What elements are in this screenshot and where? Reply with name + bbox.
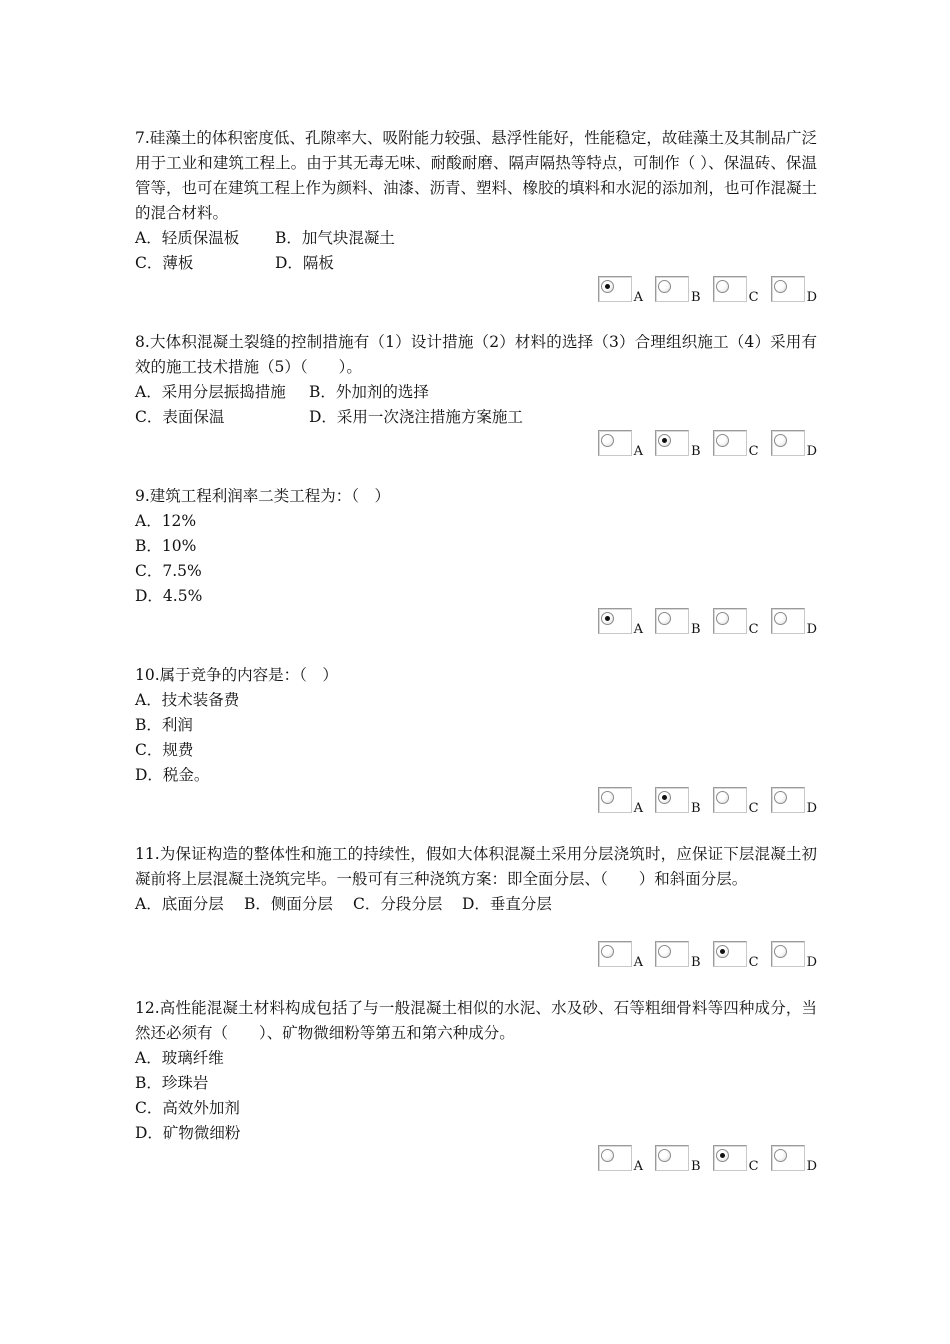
option-d: D．4.5% bbox=[135, 587, 203, 605]
answer-letter: D bbox=[806, 290, 817, 305]
option-d: D．采用一次浇注措施方案施工 bbox=[309, 408, 523, 426]
answer-option-a[interactable] bbox=[598, 941, 644, 970]
answer-choices bbox=[598, 941, 817, 970]
answer-letter: C bbox=[748, 444, 759, 459]
question-12 bbox=[135, 996, 817, 1174]
answer-option-d[interactable] bbox=[771, 276, 817, 305]
question-text: 7.硅藻土的体积密度低、孔隙率大、吸附能力较强、悬浮性能好，性能稳定，故硅藻土及其制品广泛用于工业和建筑工程上。由于其无毒无味、耐酸耐磨、隔声隔热等特点，可制作（ ）、保温砖、保温管等，也可在建筑工程上作为颜料、油漆、沥青、塑料、橡胶的填料和水泥的添加剂，也可作混凝土的混合材料。 bbox=[135, 129, 818, 222]
radio-unchecked-icon[interactable] bbox=[716, 791, 729, 804]
answer-letter: D bbox=[806, 622, 817, 637]
option-c: C．表面保温 bbox=[135, 408, 225, 426]
answer-option-c[interactable] bbox=[713, 430, 759, 459]
radio-frame[interactable] bbox=[598, 787, 632, 813]
answer-option-b[interactable] bbox=[655, 1145, 701, 1174]
radio-frame[interactable] bbox=[598, 1145, 632, 1171]
option-c: C．薄板 bbox=[135, 254, 194, 272]
options bbox=[135, 688, 817, 788]
answer-choices bbox=[598, 787, 817, 816]
answer-letter: A bbox=[633, 290, 644, 305]
radio-unchecked-icon[interactable] bbox=[658, 612, 671, 625]
radio-frame[interactable] bbox=[713, 608, 747, 634]
answer-option-c[interactable] bbox=[713, 787, 759, 816]
radio-frame[interactable] bbox=[713, 787, 747, 813]
radio-frame[interactable] bbox=[655, 430, 689, 456]
question-9 bbox=[135, 484, 817, 637]
answer-option-b[interactable] bbox=[655, 787, 701, 816]
question-7 bbox=[135, 126, 818, 305]
radio-unchecked-icon[interactable] bbox=[774, 791, 787, 804]
answer-letter: B bbox=[691, 1159, 701, 1174]
question-8 bbox=[135, 330, 817, 459]
radio-unchecked-icon[interactable] bbox=[716, 612, 729, 625]
option-b: B．加气块混凝土 bbox=[275, 229, 395, 247]
radio-frame[interactable] bbox=[713, 430, 747, 456]
radio-unchecked-icon[interactable] bbox=[774, 434, 787, 447]
question-text: 12.高性能混凝土材料构成包括了与一般混凝土相似的水泥、水及砂、石等粗细骨料等四种成分，当然还必须有（ ）、矿物微细粉等第五和第六种成分。 bbox=[135, 999, 817, 1042]
answer-letter: D bbox=[806, 444, 817, 459]
answer-option-a[interactable] bbox=[598, 608, 644, 637]
option-d: D．隔板 bbox=[275, 254, 334, 272]
answer-option-d[interactable] bbox=[771, 430, 817, 459]
radio-unchecked-icon[interactable] bbox=[658, 1149, 671, 1162]
question-text: 11.为保证构造的整体性和施工的持续性，假如大体积混凝土采用分层浇筑时，应保证下层混凝土初凝前将上层混凝土浇筑完毕。一般可有三种浇筑方案：即全面分层、（ ）和斜面分层。 bbox=[135, 845, 817, 888]
radio-frame[interactable] bbox=[655, 276, 689, 302]
radio-frame[interactable] bbox=[598, 941, 632, 967]
radio-frame[interactable] bbox=[713, 941, 747, 967]
radio-frame[interactable] bbox=[771, 430, 805, 456]
radio-checked-icon[interactable] bbox=[716, 1149, 729, 1162]
answer-option-a[interactable] bbox=[598, 787, 644, 816]
radio-frame[interactable] bbox=[771, 787, 805, 813]
option-c: C．高效外加剂 bbox=[135, 1099, 240, 1117]
answer-letter: B bbox=[691, 290, 701, 305]
radio-frame[interactable] bbox=[655, 608, 689, 634]
answer-letter: C bbox=[748, 1159, 759, 1174]
answer-letter: D bbox=[806, 801, 817, 816]
option-d: D．税金。 bbox=[135, 766, 210, 784]
answer-letter: C bbox=[748, 955, 759, 970]
answer-letter: C bbox=[748, 801, 759, 816]
option-c: C．7.5% bbox=[135, 562, 202, 580]
radio-unchecked-icon[interactable] bbox=[601, 791, 614, 804]
option-b: B．侧面分层 bbox=[244, 895, 333, 913]
answer-option-b[interactable] bbox=[655, 430, 701, 459]
question-text: 8.大体积混凝土裂缝的控制措施有（1）设计措施（2）材料的选择（3）合理组织施工（4）采用有效的施工技术措施（5）（ ）。 bbox=[135, 333, 817, 376]
options bbox=[135, 380, 817, 430]
answer-option-d[interactable] bbox=[771, 941, 817, 970]
answer-option-d[interactable] bbox=[771, 1145, 817, 1174]
answer-letter: B bbox=[691, 444, 701, 459]
answer-letter: A bbox=[633, 955, 644, 970]
option-d: D．垂直分层 bbox=[462, 895, 552, 913]
answer-option-b[interactable] bbox=[655, 608, 701, 637]
radio-unchecked-icon[interactable] bbox=[658, 945, 671, 958]
option-b: B．利润 bbox=[135, 716, 193, 734]
radio-frame[interactable] bbox=[771, 941, 805, 967]
radio-frame[interactable] bbox=[655, 1145, 689, 1171]
radio-frame[interactable] bbox=[771, 608, 805, 634]
radio-unchecked-icon[interactable] bbox=[601, 945, 614, 958]
option-b: B．10% bbox=[135, 537, 197, 555]
answer-letter: C bbox=[748, 622, 759, 637]
question-text: 10.属于竞争的内容是：（ ） bbox=[135, 666, 338, 684]
options bbox=[135, 1046, 817, 1146]
answer-choices bbox=[598, 430, 817, 459]
answer-choices bbox=[598, 608, 817, 637]
radio-checked-icon[interactable] bbox=[601, 280, 614, 293]
radio-unchecked-icon[interactable] bbox=[774, 1149, 787, 1162]
answer-option-b[interactable] bbox=[655, 941, 701, 970]
radio-checked-icon[interactable] bbox=[658, 434, 671, 447]
radio-unchecked-icon[interactable] bbox=[601, 434, 614, 447]
radio-frame[interactable] bbox=[598, 276, 632, 302]
radio-frame[interactable] bbox=[771, 276, 805, 302]
answer-option-d[interactable] bbox=[771, 608, 817, 637]
radio-frame[interactable] bbox=[598, 608, 632, 634]
radio-frame[interactable] bbox=[598, 430, 632, 456]
radio-unchecked-icon[interactable] bbox=[716, 280, 729, 293]
answer-option-c[interactable] bbox=[713, 1145, 759, 1174]
options bbox=[135, 509, 817, 609]
answer-letter: B bbox=[691, 955, 701, 970]
answer-letter: A bbox=[633, 622, 644, 637]
answer-letter: A bbox=[633, 1159, 644, 1174]
option-b: B．外加剂的选择 bbox=[309, 383, 429, 401]
option-a: A．12% bbox=[135, 512, 197, 530]
option-c: C．分段分层 bbox=[353, 895, 443, 913]
option-a: A．玻璃纤维 bbox=[135, 1049, 224, 1067]
answer-option-a[interactable] bbox=[598, 430, 644, 459]
radio-unchecked-icon[interactable] bbox=[774, 945, 787, 958]
radio-unchecked-icon[interactable] bbox=[601, 1149, 614, 1162]
answer-option-c[interactable] bbox=[713, 276, 759, 305]
option-b: B．珍珠岩 bbox=[135, 1074, 209, 1092]
radio-unchecked-icon[interactable] bbox=[774, 280, 787, 293]
radio-frame[interactable] bbox=[655, 787, 689, 813]
option-d: D．矿物微细粉 bbox=[135, 1124, 241, 1142]
option-a: A．轻质保温板 bbox=[135, 229, 240, 247]
option-c: C．规费 bbox=[135, 741, 194, 759]
option-a: A．采用分层振捣措施 bbox=[135, 383, 286, 401]
option-a: A．技术装备费 bbox=[135, 691, 240, 709]
radio-checked-icon[interactable] bbox=[601, 612, 614, 625]
answer-letter: A bbox=[633, 801, 644, 816]
answer-letter: C bbox=[748, 290, 759, 305]
radio-unchecked-icon[interactable] bbox=[716, 434, 729, 447]
options bbox=[135, 892, 817, 917]
radio-frame[interactable] bbox=[713, 1145, 747, 1171]
answer-choices bbox=[598, 276, 817, 305]
radio-checked-icon[interactable] bbox=[716, 945, 729, 958]
radio-checked-icon[interactable] bbox=[658, 791, 671, 804]
answer-option-d[interactable] bbox=[771, 787, 817, 816]
answer-option-b[interactable] bbox=[655, 276, 701, 305]
radio-frame[interactable] bbox=[713, 276, 747, 302]
option-a: A．底面分层 bbox=[135, 895, 224, 913]
options bbox=[135, 226, 817, 276]
radio-unchecked-icon[interactable] bbox=[774, 612, 787, 625]
question-text: 9.建筑工程利润率二类工程为：（ ） bbox=[135, 487, 391, 505]
answer-option-c[interactable] bbox=[713, 941, 759, 970]
question-11 bbox=[135, 842, 817, 970]
radio-frame[interactable] bbox=[771, 1145, 805, 1171]
answer-option-c[interactable] bbox=[713, 608, 759, 637]
radio-unchecked-icon[interactable] bbox=[658, 280, 671, 293]
answer-option-a[interactable] bbox=[598, 276, 644, 305]
answer-choices bbox=[598, 1145, 817, 1174]
answer-letter: A bbox=[633, 444, 644, 459]
answer-letter: D bbox=[806, 955, 817, 970]
answer-letter: B bbox=[691, 801, 701, 816]
radio-frame[interactable] bbox=[655, 941, 689, 967]
answer-letter: D bbox=[806, 1159, 817, 1174]
answer-option-a[interactable] bbox=[598, 1145, 644, 1174]
question-10 bbox=[135, 663, 817, 816]
answer-letter: B bbox=[691, 622, 701, 637]
